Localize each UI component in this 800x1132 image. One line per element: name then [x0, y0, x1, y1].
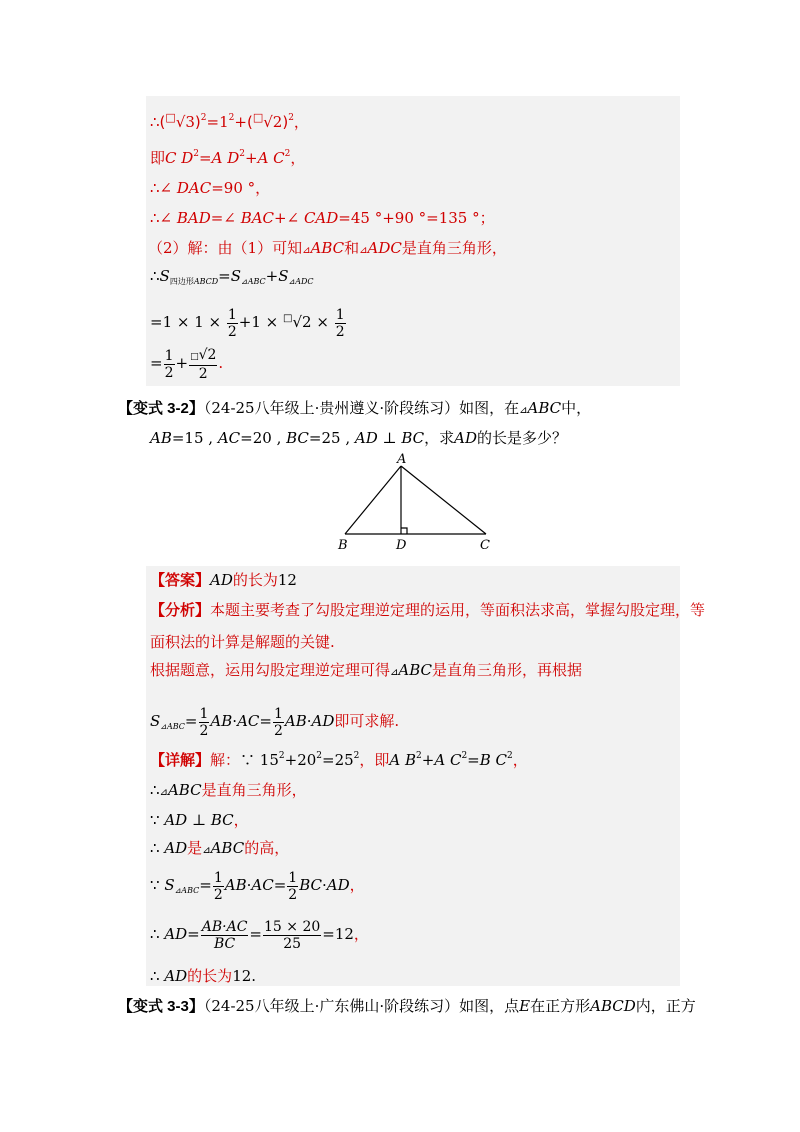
triangle-diagram [330, 450, 500, 555]
analysis-line-1: 【分析】本题主要考查了勾股定理逆定理的运用，等面积法求高，掌握勾股定理，等 [150, 601, 706, 619]
part2-label: （2）解：由（1）可知 [148, 239, 303, 257]
analysis-formula: $S_{⊿ABC}=$ $\frac{1}{2}$ AB·AC= $\frac{1}{2}$ AB·AD即可求解. [150, 705, 400, 739]
sol-line-6: $\therefore S_{四边形ABCD}=S_{⊿ABC}+S_{⊿ADC}$ [150, 267, 314, 286]
vertex-label-C: C [480, 538, 490, 553]
detail-line-7: ∴ AD的长为12. [150, 967, 257, 985]
detail-line-6: ∴ AD= $\frac{AB\cdot AC}{BC}$ = $\frac{15 \times 20}{25}$ =12， [150, 918, 369, 952]
sol-line-8: = $\frac{1}{2}$ + $\frac{□√2}{2}$ . [150, 346, 224, 382]
sol-line-7: =1 × 1 × $\frac{1}{2}$ +1 × □√2 × $\frac{1}{2}$ [150, 306, 345, 340]
detail-line-3: ∵ AD ⊥ BC， [150, 811, 249, 829]
question-3-2-condition: AB=15 , AC=20 , BC=25 , AD ⊥ BC，求AD的长是多少？ [150, 429, 568, 447]
side-AC [401, 466, 486, 534]
detail-line-1: 【详解】解：∵ $15^2+20^2=25^2$，即A $B^2+A$ $C^2=B$ $C^2$， [150, 751, 528, 769]
side-AB [345, 466, 401, 534]
vertex-label-A: A [397, 452, 407, 467]
sol-line-5: （2）解：由（1）可知⊿ABC和⊿ADC是直角三角形， [148, 239, 507, 257]
analysis-line-3: 根据题意，运用勾股定理逆定理可得⊿ABC是直角三角形，再根据 [150, 661, 583, 679]
question-3-2-header: 【变式 3-2】（24-25八年级上·贵州遵义·阶段练习）如图，在⊿ABC中， [118, 399, 592, 417]
sol-line-4: ∴∠ BAD=∠ BAC+∠ CAD=45 °+90 °=135 °； [150, 209, 495, 227]
detail-line-2: ∴⊿ABC是直角三角形， [150, 781, 307, 799]
sol-line-2: 即C $D^2=A$ $D^2+A$ $C^2$， [150, 149, 306, 167]
vertex-label-B: B [338, 538, 348, 553]
sol-line-3: ∴∠ DAC=90 °， [150, 179, 271, 197]
sol-line-1: $\therefore(^□√3)^2=1^2+(^□√2)^2$， [150, 111, 309, 131]
vertex-label-D: D [396, 538, 407, 553]
analysis-line-2: 面积法的计算是解题的关键. [150, 633, 335, 651]
variant-tag: 【变式 3-2】 [118, 400, 204, 417]
detail-line-5: ∵ $S_{⊿ABC}=$ $\frac{1}{2}$ AB·AC= $\frac{1}{2}$ BC·AD， [150, 869, 365, 903]
answer-line: 【答案】AD的长为12 [150, 571, 297, 589]
detail-line-4: ∴ AD是⊿ABC的高， [150, 839, 290, 857]
variant-tag-3-3: 【变式 3-3】 [118, 998, 204, 1015]
right-angle-mark [401, 528, 407, 534]
question-3-3-header: 【变式 3-3】（24-25八年级上·广东佛山·阶段练习）如图，点E在正方形ABCD内，正方 [118, 997, 696, 1015]
